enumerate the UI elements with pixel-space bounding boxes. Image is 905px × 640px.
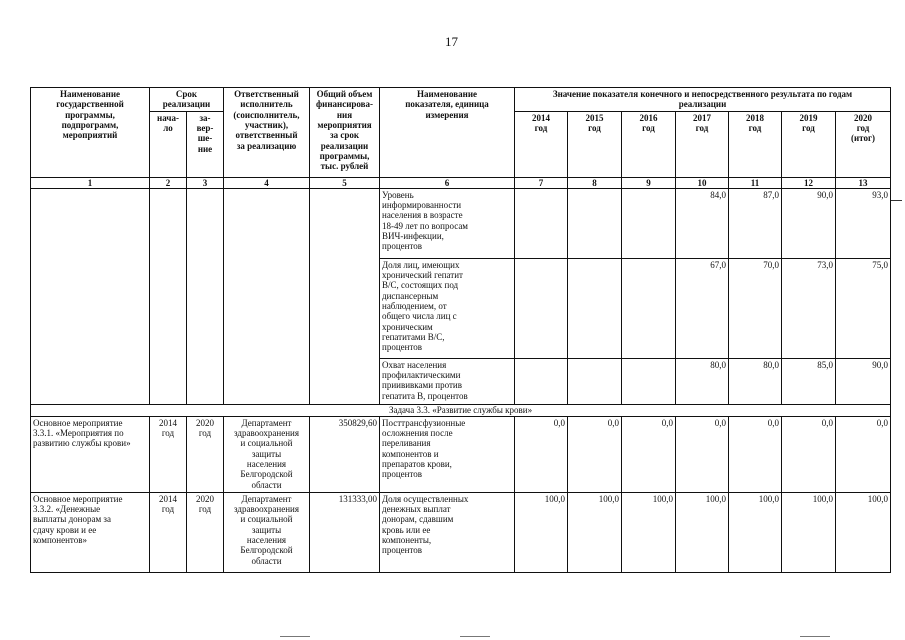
value-cell bbox=[515, 188, 568, 258]
indicator-name: Охват населения профилактическими приививками против гепатита В, процентов bbox=[380, 358, 515, 404]
value-cell bbox=[515, 258, 568, 358]
column-number: 8 bbox=[568, 177, 622, 188]
empty-cell bbox=[224, 188, 310, 404]
header-year: 2015 год bbox=[568, 111, 622, 177]
column-number: 5 bbox=[310, 177, 380, 188]
indicator-name: Доля лиц, имеющих хронический гепатит B/C, состоящих под диспансерным наблюдением, от общего числа лиц с хроническим гепатитами B/C, процентов bbox=[380, 258, 515, 358]
column-number: 9 bbox=[622, 177, 676, 188]
value-cell: 0,0 bbox=[836, 416, 891, 492]
header-indicator: Наименование показателя, единица измерения bbox=[380, 88, 515, 178]
value-cell: 84,0 bbox=[676, 188, 729, 258]
header-year: 2018 год bbox=[729, 111, 782, 177]
value-cell: 100,0 bbox=[622, 492, 676, 572]
value-cell: 0,0 bbox=[515, 416, 568, 492]
table-row bbox=[31, 416, 891, 492]
activity-name: Основное мероприятие 3.3.2. «Денежные выплаты донорам за сдачу крови и ее компонентов» bbox=[31, 492, 150, 572]
task-row bbox=[31, 404, 891, 416]
header-year: 2017 год bbox=[676, 111, 729, 177]
value-cell: 0,0 bbox=[622, 416, 676, 492]
value-cell: 90,0 bbox=[782, 188, 836, 258]
column-number: 12 bbox=[782, 177, 836, 188]
activity-funding: 350829,60 bbox=[310, 416, 380, 492]
value-cell: 67,0 bbox=[676, 258, 729, 358]
header-row bbox=[31, 88, 891, 112]
bottom-edge-mark bbox=[800, 636, 830, 637]
header-name-col: Наименование государственной программы, подпрограмм, мероприятий bbox=[31, 88, 150, 178]
empty-cell bbox=[310, 188, 380, 404]
activity-start: 2014 год bbox=[150, 416, 187, 492]
value-cell: 100,0 bbox=[729, 492, 782, 572]
column-number: 4 bbox=[224, 177, 310, 188]
empty-cell bbox=[31, 188, 150, 404]
indicator-name: Уровень информированности населения в возрасте 18-49 лет по вопросам ВИЧ-инфекции, процентов bbox=[380, 188, 515, 258]
value-cell bbox=[622, 258, 676, 358]
value-cell bbox=[622, 358, 676, 404]
value-cell: 0,0 bbox=[568, 416, 622, 492]
value-cell: 100,0 bbox=[676, 492, 729, 572]
indicator-name: Посттрансфузионные осложнения после переливания компонентов и препаратов крови, процентов bbox=[380, 416, 515, 492]
column-number: 13 bbox=[836, 177, 891, 188]
header-year: 2019 год bbox=[782, 111, 836, 177]
empty-cell bbox=[150, 188, 187, 404]
column-number-row bbox=[31, 177, 891, 188]
activity-executor: Департамент здравоохранения и социальной защиты населения Белгородской области bbox=[224, 416, 310, 492]
value-cell bbox=[622, 188, 676, 258]
bottom-edge-mark bbox=[460, 636, 490, 637]
header-year: 2020 год (итог) bbox=[836, 111, 891, 177]
value-cell bbox=[515, 358, 568, 404]
value-cell bbox=[568, 358, 622, 404]
column-number: 6 bbox=[380, 177, 515, 188]
page-number: 17 bbox=[445, 34, 458, 49]
value-cell: 100,0 bbox=[568, 492, 622, 572]
value-cell: 80,0 bbox=[676, 358, 729, 404]
activity-name: Основное мероприятие 3.3.1. «Мероприятия по развитию службы крови» bbox=[31, 416, 150, 492]
header-end: за- вер- ше- ние bbox=[187, 111, 224, 177]
activity-start: 2014 год bbox=[150, 492, 187, 572]
indicator-name: Доля осуществленных денежных выплат донорам, сдавшим кровь или ее компоненты, процентов bbox=[380, 492, 515, 572]
value-cell: 85,0 bbox=[782, 358, 836, 404]
activity-end: 2020 год bbox=[187, 492, 224, 572]
empty-cell bbox=[187, 188, 224, 404]
header-values-group: Значение показателя конечного и непосредственного результата по годам реализации bbox=[515, 88, 891, 112]
header-executor: Ответственный исполнитель (соисполнитель, участник), ответственный за реализацию bbox=[224, 88, 310, 178]
value-cell: 80,0 bbox=[729, 358, 782, 404]
table-row bbox=[31, 492, 891, 572]
value-cell: 73,0 bbox=[782, 258, 836, 358]
value-cell bbox=[568, 258, 622, 358]
value-cell: 87,0 bbox=[729, 188, 782, 258]
column-number: 11 bbox=[729, 177, 782, 188]
column-number: 3 bbox=[187, 177, 224, 188]
column-number: 2 bbox=[150, 177, 187, 188]
value-cell: 93,0 bbox=[836, 188, 891, 258]
value-cell: 100,0 bbox=[782, 492, 836, 572]
value-cell: 100,0 bbox=[836, 492, 891, 572]
activity-end: 2020 год bbox=[187, 416, 224, 492]
value-cell: 90,0 bbox=[836, 358, 891, 404]
value-cell: 75,0 bbox=[836, 258, 891, 358]
value-cell: 0,0 bbox=[782, 416, 836, 492]
header-year: 2016 год bbox=[622, 111, 676, 177]
task-title: Задача 3.3. «Развитие службы крови» bbox=[31, 404, 891, 416]
indicators-table bbox=[30, 87, 891, 573]
column-number: 7 bbox=[515, 177, 568, 188]
value-cell: 0,0 bbox=[729, 416, 782, 492]
header-start: нача- ло bbox=[150, 111, 187, 177]
activity-executor: Департамент здравоохранения и социальной защиты населения Белгородской области bbox=[224, 492, 310, 572]
column-number: 1 bbox=[31, 177, 150, 188]
value-cell bbox=[568, 188, 622, 258]
header-period: Срок реализации bbox=[150, 88, 224, 112]
value-cell: 100,0 bbox=[515, 492, 568, 572]
table-row bbox=[31, 188, 891, 258]
bottom-edge-mark bbox=[280, 636, 310, 637]
value-cell: 70,0 bbox=[729, 258, 782, 358]
header-funding: Общий объем финансирова- ния мероприятия за срок реализации программы, тыс. рублей bbox=[310, 88, 380, 178]
header-year: 2014 год bbox=[515, 111, 568, 177]
value-cell: 0,0 bbox=[676, 416, 729, 492]
margin-mark bbox=[890, 200, 902, 201]
activity-funding: 131333,00 bbox=[310, 492, 380, 572]
column-number: 10 bbox=[676, 177, 729, 188]
